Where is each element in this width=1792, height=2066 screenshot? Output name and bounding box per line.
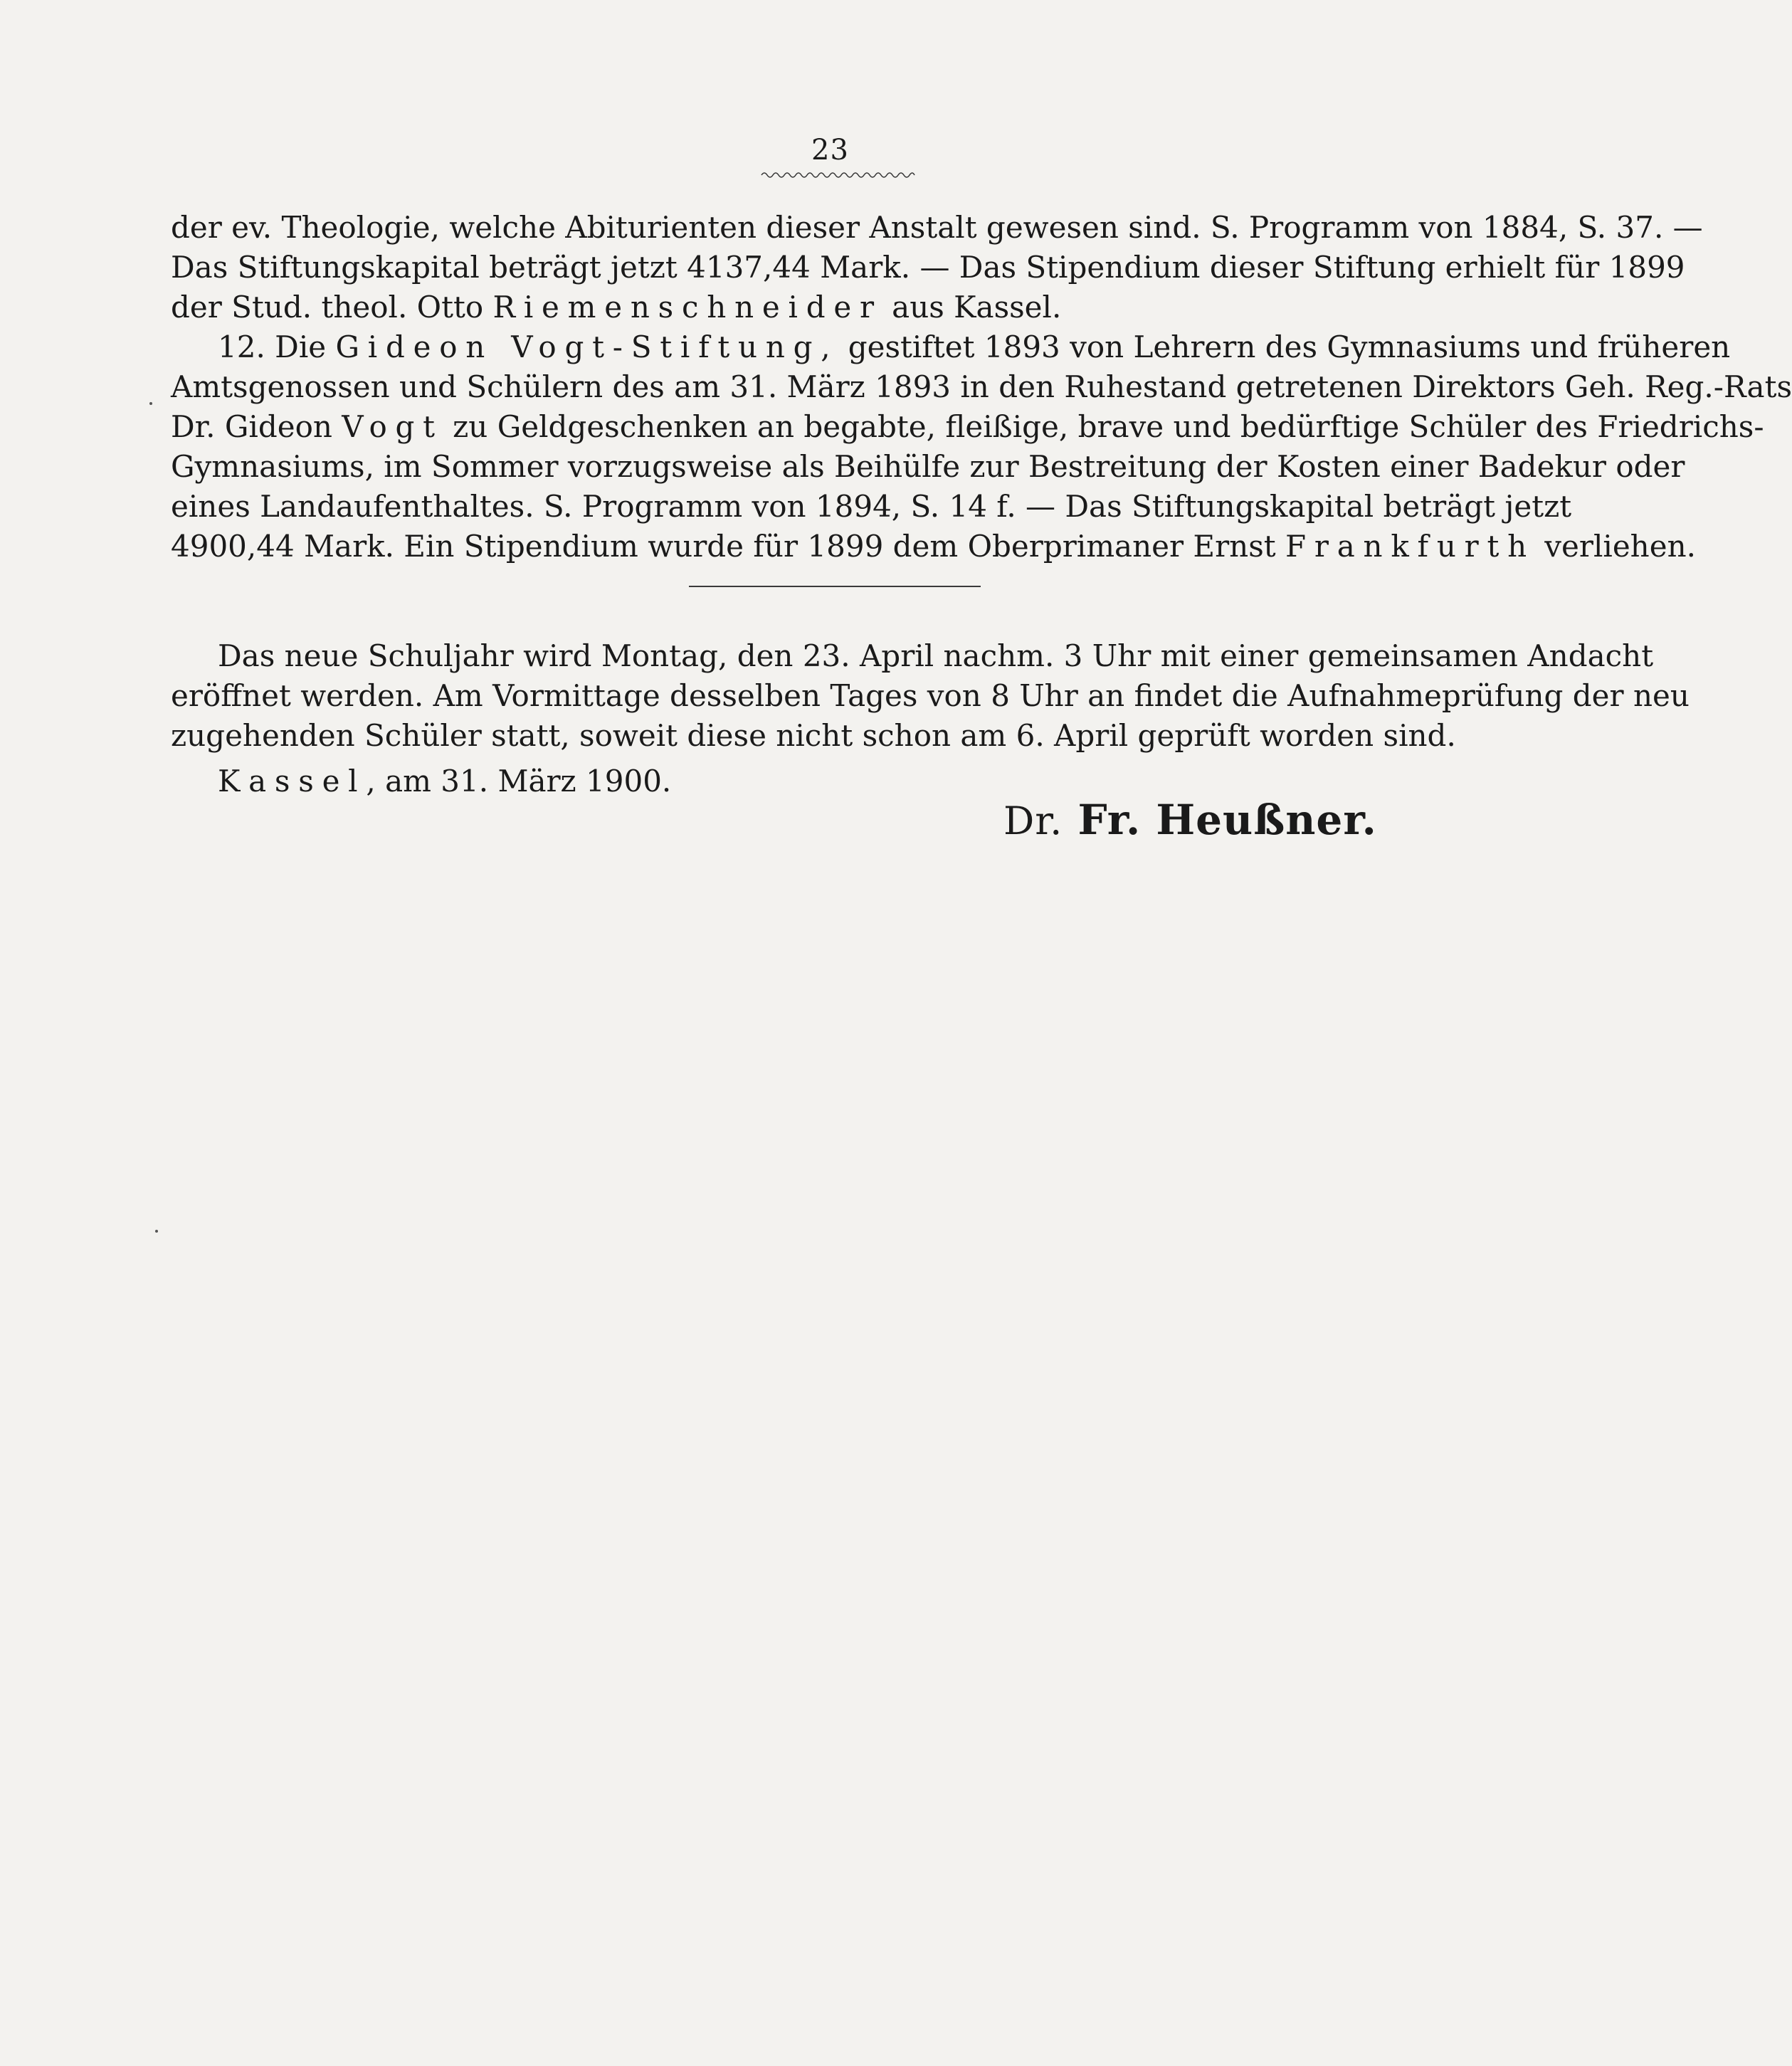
text-line: zugehenden Schüler statt, soweit diese nicht schon am 6. April geprüft worden sind. [171,718,1456,753]
recipient-name: Riemenschneider [492,290,882,325]
paper-speck [155,1230,158,1233]
signature-title: Dr. [1003,799,1063,843]
text-segment: aus Kassel. [882,290,1062,325]
date-text: , am 31. März 1900. [366,764,672,799]
text-line: Das neue Schuljahr wird Montag, den 23. April nachm. 3 Uhr mit einer gemeinsamen Andacht [218,638,1654,673]
text-line [171,407,1764,447]
section-divider [689,586,981,587]
text-line: eines Landaufenthaltes. S. Programm von 1894, S. 14 f. — Das Stiftungskapital beträgt jetzt [171,489,1572,524]
text-line [171,527,1696,566]
text-segment: 12. Die [218,330,336,364]
text-segment: gestiftet 1893 von Lehrern des Gymnasiums und früheren [838,330,1731,364]
signature [1003,796,1377,844]
paper-speck [149,402,152,405]
text-segment: verliehen. [1534,529,1696,564]
text-segment: zu Geldgeschenken an begabte, fleißige, brave und bedürftige Schüler des Friedrichs- [443,409,1764,444]
text-segment: der Stud. theol. Otto [171,290,493,325]
text-line: der ev. Theologie, welche Abiturienten dieser Anstalt gewesen sind. S. Programm von 1884, S. 37. — [171,210,1703,245]
text-segment: Dr. Gideon [171,409,342,444]
text-line: Gymnasiums, im Sommer vorzugsweise als Beihülfe zur Bestreitung der Kosten einer Badekur oder [171,449,1685,484]
signature-name: Fr. Heußner. [1077,796,1377,844]
recipient-name: Frankfurth [1285,529,1535,564]
text-segment: 4900,44 Mark. Ein Stipendium wurde für 1899 dem Oberprimaner Ernst [171,529,1285,564]
founder-name: Vogt [342,409,443,444]
text-line: Das Stiftungskapital beträgt jetzt 4137,44 Mark. — Das Stipendium dieser Stiftung erhielt für 1899 [171,250,1685,285]
text-line [171,288,1505,327]
text-line [171,327,1731,367]
stipend-section [171,208,1792,566]
text-line: eröffnet werden. Am Vormittage desselben Tages von 8 Uhr an findet die Aufnahmeprüfung der neu [171,678,1690,713]
page-number-ornament [761,169,915,178]
foundation-name: Gideon Vogt-Stiftung, [335,330,839,364]
text-line: Amtsgenossen und Schülern des am 31. März 1893 in den Ruhestand getretenen Direktors Geh. Reg.-Rats [171,369,1792,404]
place-name: Kassel [218,764,367,799]
school-year-announcement [171,636,1690,756]
page-number: 23 [811,134,849,167]
